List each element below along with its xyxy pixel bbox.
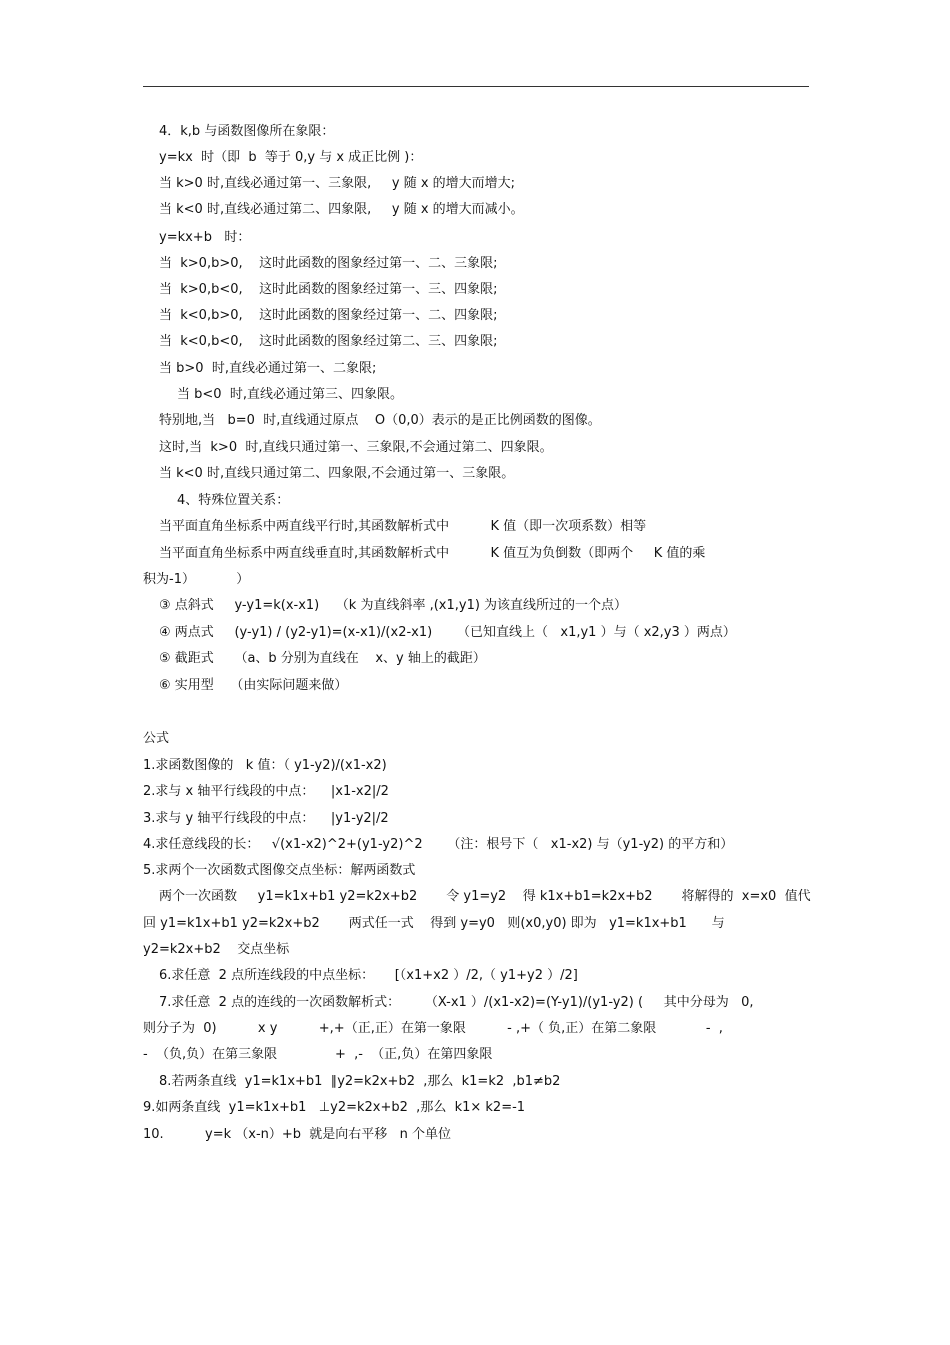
text-line: 3.求与 y 轴平行线段的中点： |y1-y2|/2 (143, 811, 389, 826)
text-line: 当平面直角坐标系中两直线垂直时,其函数解析式中 K 值互为负倒数（即两个 K 值的乘 (159, 546, 706, 561)
header-rule (143, 86, 809, 87)
text-line: 当 k>0,b<0, 这时此函数的图象经过第一、三、四象限; (159, 282, 498, 297)
text-line: ⑥ 实用型 （由实际问题来做） (159, 678, 348, 693)
text-line: 7.求任意 2 点的连线的一次函数解析式： （X-x1 ）/(x1-x2)=(Y-y1)/(y1-y2) ( 其中分母为 0, (159, 995, 754, 1010)
text-line: 5.求两个一次函数式图像交点坐标：解两函数式 (143, 863, 416, 878)
text-line: 2.求与 x 轴平行线段的中点： |x1-x2|/2 (143, 784, 389, 799)
text-line: 当 b>0 时,直线必通过第一、二象限; (159, 361, 377, 376)
text-line: ④ 两点式 (y-y1) / (y2-y1)=(x-x1)/(x2-x1) （已知直线上（ x1,y1 ）与（ x2,y3 ）两点） (159, 625, 736, 640)
text-line: 当 k<0,b<0, 这时此函数的图象经过第二、三、四象限; (159, 334, 498, 349)
text-line: 4、特殊位置关系： (177, 493, 290, 508)
text-line: 4．k,b 与函数图像所在象限： (159, 124, 335, 139)
text-line: y2=k2x+b2 交点坐标 (143, 942, 290, 957)
text-line: 当 k>0 时,直线必通过第一、三象限, y 随 x 的增大而增大; (159, 176, 516, 191)
text-line: 10. y=k （x-n）+b 就是向右平移 n 个单位 (143, 1127, 452, 1142)
text-line: y=kx 时（即 b 等于 0,y 与 x 成正比例 )： (159, 150, 423, 165)
text-line: 这时,当 k>0 时,直线只通过第一、三象限,不会通过第二、四象限。 (159, 440, 553, 455)
text-line: 当 k<0 时,直线必通过第二、四象限, y 随 x 的增大而减小。 (159, 202, 524, 217)
text-line: 当 k<0,b>0, 这时此函数的图象经过第一、二、四象限; (159, 308, 498, 323)
text-line: 特别地,当 b=0 时,直线通过原点 O（0,0）表示的是正比例函数的图像。 (159, 413, 601, 428)
text-line: 当平面直角坐标系中两直线平行时,其函数解析式中 K 值（即一次项系数）相等 (159, 519, 647, 534)
text-line: - （负,负）在第三象限 + ,- （正,负）在第四象限 (143, 1047, 493, 1062)
text-line: 6.求任意 2 点所连线段的中点坐标： [（x1+x2 ）/2,（ y1+y2 ）/2] (159, 968, 578, 983)
text-line: 1.求函数图像的 k 值：（ y1-y2)/(x1-x2) (143, 758, 387, 773)
text-line: 9.如两条直线 y1=k1x+b1 ⊥y2=k2x+b2 ,那么 k1× k2=-1 (143, 1100, 526, 1115)
text-line: 积为-1） ） (143, 572, 250, 587)
text-line: 两个一次函数 y1=k1x+b1 y2=k2x+b2 令 y1=y2 得 k1x+b1=k2x+b2 将解得的 x=x0 值代 (159, 889, 811, 904)
text-line: 则分子为 0) x y +,+（正,正）在第一象限 - ,+（ 负,正）在第二象限 - , (143, 1021, 723, 1036)
text-line: ③ 点斜式 y-y1=k(x-x1) （k 为直线斜率 ,(x1,y1) 为该直线所过的一个点） (159, 598, 628, 613)
text-line: y=kx+b 时： (159, 230, 251, 245)
text-line: ⑤ 截距式 （a、b 分别为直线在 x、y 轴上的截距） (159, 651, 486, 666)
text-line: 当 k<0 时,直线只通过第二、四象限,不会通过第一、三象限。 (159, 466, 515, 481)
section-heading: 公式 (143, 731, 170, 746)
text-line: 当 b<0 时,直线必通过第三、四象限。 (177, 387, 403, 402)
text-line: 当 k>0,b>0, 这时此函数的图象经过第一、二、三象限; (159, 256, 498, 271)
text-line: 回 y1=k1x+b1 y2=k2x+b2 两式任一式 得到 y=y0 则(x0,y0) 即为 y1=k1x+b1 与 (143, 916, 725, 931)
text-line: 4.求任意线段的长： √(x1-x2)^2+(y1-y2)^2 （注：根号下（ x1-x2) 与（y1-y2) 的平方和） (143, 837, 734, 852)
text-line: 8.若两条直线 y1=k1x+b1 ∥y2=k2x+b2 ,那么 k1=k2 ,b1≠b2 (159, 1074, 561, 1089)
